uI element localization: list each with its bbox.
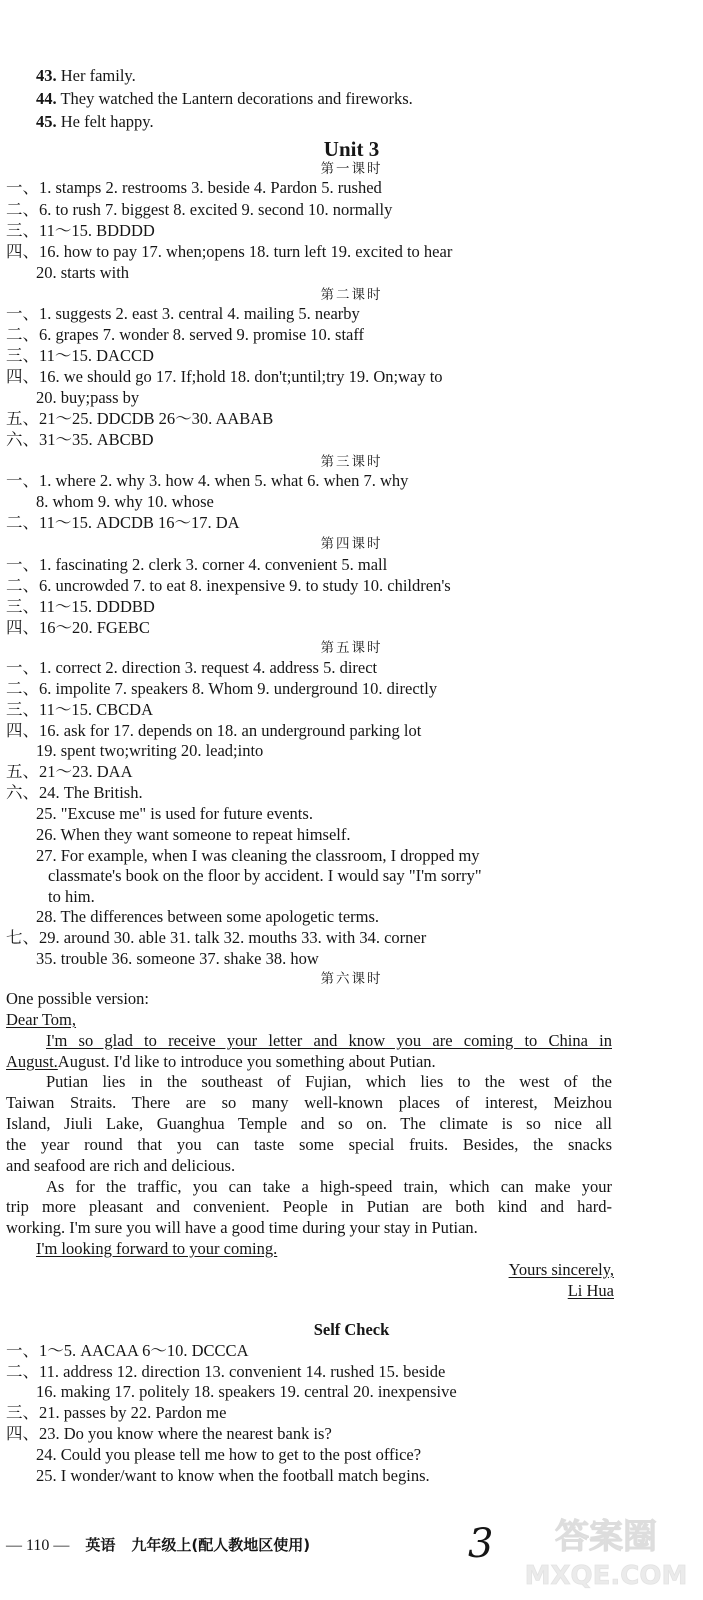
answer-line: 16. making 17. politely 18. speakers 19. central 20. inexpensive	[36, 1382, 457, 1401]
grade-label: 九年级上(配人教地区使用)	[131, 1536, 311, 1554]
answer-line: 27. For example, when I was cleaning the classroom, I dropped my	[36, 846, 480, 865]
answer-line: 26. When they want someone to repeat himself.	[36, 825, 351, 844]
answer-line: 二、6. to rush 7. biggest 8. excited 9. second 10. normally	[6, 200, 393, 219]
self-check-heading: Self Check	[313, 1320, 390, 1339]
answer-line: 43. Her family.	[36, 66, 136, 85]
answer-line: 8. whom 9. why 10. whose	[36, 492, 214, 511]
answer-line: 二、6. grapes 7. wonder 8. served 9. promise 10. staff	[6, 325, 365, 344]
letter-line: working. I'm sure you will have a good time during your stay in Putian.	[6, 1218, 478, 1237]
answer-line: 28. The differences between some apologetic terms.	[36, 907, 380, 926]
answer-line: 二、6. impolite 7. speakers 8. Whom 9. underground 10. directly	[6, 679, 438, 698]
answer-line: 19. spent two;writing 20. lead;into	[36, 741, 264, 760]
sample-intro: One possible version:	[6, 989, 149, 1008]
letter-closing: Yours sincerely,	[508, 1260, 614, 1279]
answer-line: 44. They watched the Lantern decorations and fireworks.	[36, 89, 413, 108]
answer-line: 二、11. address 12. direction 13. convenient 14. rushed 15. beside	[6, 1362, 446, 1381]
answer-line: 四、16～20. FGEBC	[6, 618, 150, 637]
answer-line: 一、1～5. AACAA 6～10. DCCCA	[6, 1341, 249, 1360]
answer-line: 45. He felt happy.	[36, 112, 154, 131]
answer-line: to him.	[48, 887, 95, 906]
answer-line: 七、29. around 30. able 31. talk 32. mouths 33. with 34. corner	[6, 928, 427, 947]
answer-line: 四、16. ask for 17. depends on 18. an underground parking lot	[6, 721, 422, 740]
lesson-4-heading: 第四课时	[320, 536, 383, 552]
page-footer	[6, 1534, 310, 1557]
letter-line: August.August. I'd like to introduce you something about Putian.	[6, 1052, 436, 1071]
answer-line: 三、11～15. DDDBD	[6, 597, 155, 616]
answer-line: 一、1. where 2. why 3. how 4. when 5. what 6. when 7. why	[6, 471, 409, 490]
lesson-3-heading: 第三课时	[320, 454, 383, 470]
letter-line: As for the traffic, you can take a high-speed train, which can make your	[46, 1177, 612, 1196]
answer-line: 三、11～15. DACCD	[6, 346, 154, 365]
answer-line: 五、21～23. DAA	[6, 762, 133, 781]
watermark-logo	[520, 1508, 692, 1596]
letter-line: Putian lies in the southeast of Fujian, which lies to the west of the	[46, 1072, 612, 1091]
answer-line: 一、1. fascinating 2. clerk 3. corner 4. convenient 5. mall	[6, 555, 388, 574]
lesson-2-heading: 第二课时	[320, 287, 383, 303]
answer-line: 24. Could you please tell me how to get to the post office?	[36, 1445, 422, 1464]
letter-line: I'm so glad to receive your letter and know you are coming to China in	[46, 1031, 612, 1050]
answer-line: 二、6. uncrowded 7. to eat 8. inexpensive 9. to study 10. children's	[6, 576, 451, 595]
answer-line: 四、16. we should go 17. If;hold 18. don't;until;try 19. On;way to	[6, 367, 443, 386]
letter-line: and seafood are rich and delicious.	[6, 1156, 236, 1175]
answer-line: 一、1. suggests 2. east 3. central 4. mailing 5. nearby	[6, 304, 360, 323]
answer-line: 一、1. stamps 2. restrooms 3. beside 4. Pardon 5. rushed	[6, 178, 382, 197]
answer-line: 三、11～15. CBCDA	[6, 700, 153, 719]
answer-line: 六、31～35. ABCBD	[6, 430, 154, 449]
lesson-6-heading: 第六课时	[320, 971, 383, 987]
answer-line: 四、16. how to pay 17. when;opens 18. turn left 19. excited to hear	[6, 242, 453, 261]
answer-line: 25. I wonder/want to know when the football match begins.	[36, 1466, 430, 1485]
letter-signature: Li Hua	[567, 1281, 614, 1300]
letter-line: Island, Jiuli Lake, Guanghua Temple and so on. The climate is so nice all	[6, 1114, 612, 1133]
answer-line: 25. "Excuse me" is used for future events.	[36, 804, 313, 823]
answer-line: 20. starts with	[36, 263, 130, 282]
unit-title: Unit 3	[323, 137, 380, 161]
letter-line: Taiwan Straits. There are so many well-known places of interest, Meizhou	[6, 1093, 612, 1112]
answer-line: 二、11～15. ADCDB 16～17. DA	[6, 513, 240, 532]
letter-greeting: Dear Tom,	[6, 1010, 77, 1029]
svg-text:MXQE.COM: MXQE.COM	[524, 1561, 688, 1591]
letter-line: trip more pleasant and convenient. People in Putian are both kind and hard-	[6, 1197, 612, 1216]
letter-line: the year round that you can taste some special fruits. Besides, the snacks	[6, 1135, 612, 1154]
page-number: — 110 —	[6, 1537, 70, 1554]
answer-line: 四、23. Do you know where the nearest bank is?	[6, 1424, 332, 1443]
answer-line: 六、24. The British.	[6, 783, 143, 802]
answer-line: 三、11～15. BDDDD	[6, 221, 155, 240]
letter-line: I'm looking forward to your coming.	[36, 1239, 278, 1258]
answer-line: 一、1. correct 2. direction 3. request 4. address 5. direct	[6, 658, 378, 677]
answer-line: 三、21. passes by 22. Pardon me	[6, 1403, 227, 1422]
subject-label: 英语	[85, 1536, 116, 1554]
answer-line: 五、21～25. DDCDB 26～30. AABAB	[6, 409, 274, 428]
lesson-5-heading: 第五课时	[320, 640, 383, 656]
handwritten-page-mark: 3	[468, 1521, 494, 1567]
answer-line: 20. buy;pass by	[36, 388, 140, 407]
lesson-1-heading: 第一课时	[320, 161, 383, 177]
answer-line: classmate's book on the floor by accident. I would say "I'm sorry"	[48, 866, 482, 885]
answer-line: 35. trouble 36. someone 37. shake 38. how	[36, 949, 319, 968]
svg-text:答案圈: 答案圈	[555, 1517, 657, 1557]
